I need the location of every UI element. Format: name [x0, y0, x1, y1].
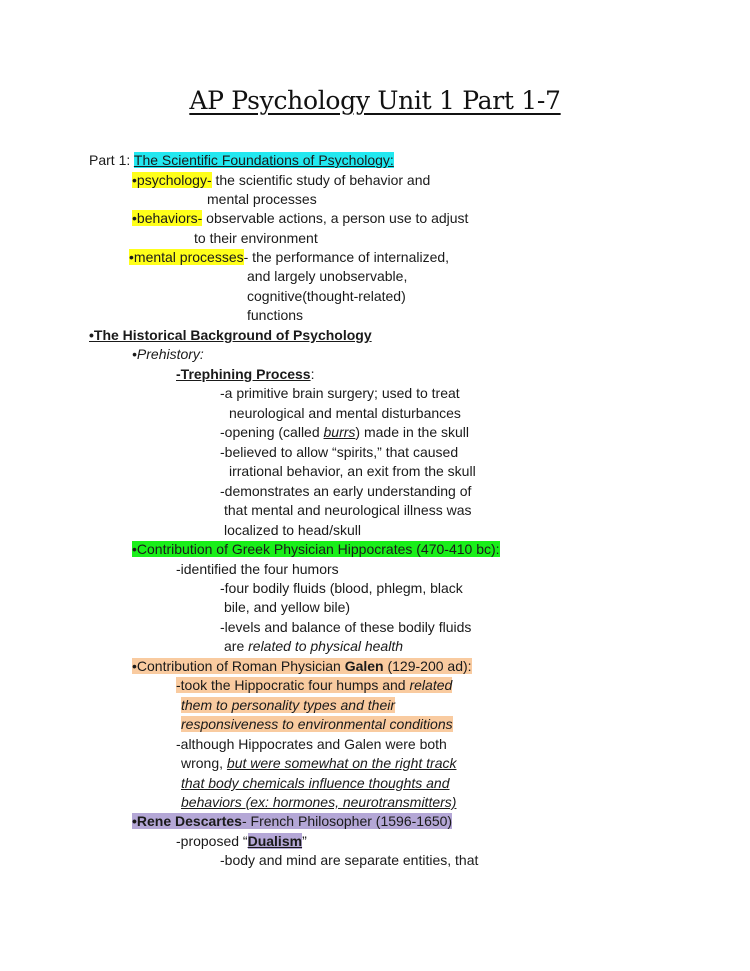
part1-heading-line — [89, 152, 394, 169]
behaviors-definition: observable actions, a person use to adjust — [202, 210, 469, 226]
burrs-term: burrs — [323, 424, 356, 440]
trephining-line-5: irrational behavior, an exit from the skull — [229, 463, 476, 479]
galen-line-6: that body chemicals influence thoughts and — [181, 775, 450, 791]
mental-processes-term: •mental processes — [129, 249, 244, 265]
trephining-line-6: -demonstrates an early understanding of — [220, 483, 472, 499]
hippocrates-line-5b: related to physical health — [248, 638, 403, 654]
galen-line-5a: wrong, — [181, 755, 227, 771]
trephining-line-3c: ) made in the skull — [355, 424, 470, 440]
hippocrates-line-5a: are — [224, 638, 249, 654]
galen-line-3 — [181, 716, 453, 733]
descartes-line-1 — [176, 833, 307, 850]
psychology-definition: the scientific study of behavior and — [211, 172, 431, 188]
descartes-heading — [132, 813, 452, 829]
page-title: AP Psychology Unit 1 Part 1-7 — [189, 86, 561, 115]
galen-line-5b: but were somewhat on the right track — [226, 755, 457, 771]
trephining-line-4: -believed to allow “spirits,” that caused — [220, 444, 459, 460]
galen-heading-a: •Contribution of Roman Physician — [132, 658, 345, 674]
behaviors-definition-cont: to their environment — [194, 230, 318, 246]
galen-line-7: behaviors (ex: hormones, neurotransmitters) — [181, 794, 457, 810]
galen-line-1 — [176, 677, 452, 694]
psychology-definition-line — [132, 172, 430, 189]
mental-processes-cont-1: and largely unobservable, — [247, 268, 408, 284]
hippocrates-heading: •Contribution of Greek Physician Hippocrates (470-410 bc): — [132, 541, 500, 557]
descartes-name: •Rene Descartes — [132, 813, 242, 829]
descartes-heading-line — [132, 813, 452, 830]
galen-line-1b: related — [409, 677, 453, 693]
galen-heading-line — [132, 658, 472, 675]
trephining-colon: : — [310, 366, 315, 382]
mental-processes-line — [129, 249, 449, 266]
trephining-line-7: that mental and neurological illness was — [224, 502, 472, 518]
psychology-definition-cont: mental processes — [207, 191, 317, 207]
part1-label: Part 1: — [89, 152, 134, 168]
trephining-line-3 — [220, 424, 469, 441]
descartes-line-2: -body and mind are separate entities, that — [220, 852, 479, 868]
prehistory-label: •Prehistory: — [132, 346, 204, 362]
behaviors-definition-line — [132, 210, 468, 227]
galen-line-4: -although Hippocrates and Galen were both — [176, 736, 447, 752]
galen-line-2 — [181, 697, 395, 714]
hippocrates-line-5 — [224, 638, 403, 655]
trephining-line-2: neurological and mental disturbances — [229, 405, 461, 421]
hippocrates-line-4: -levels and balance of these bodily fluids — [220, 619, 472, 635]
part1-heading: The Scientific Foundations of Psychology: — [133, 152, 394, 168]
mental-processes-definition: - the performance of internalized, — [243, 249, 450, 265]
mental-processes-cont-3: functions — [247, 307, 304, 323]
trephining-line-1: -a primitive brain surgery; used to treat — [220, 385, 460, 401]
historical-background-heading: •The Historical Background of Psychology — [89, 327, 372, 343]
galen-line-3-hl: responsiveness to environmental conditions — [181, 716, 453, 732]
descartes-line-1c: ” — [302, 833, 307, 849]
behaviors-term: •behaviors- — [132, 210, 203, 226]
galen-name: Galen — [344, 658, 384, 674]
psychology-term: •psychology- — [132, 172, 212, 188]
galen-line-1a: -took the Hippocratic four humps and — [176, 677, 410, 693]
trephining-heading-line — [176, 366, 314, 383]
galen-heading — [132, 658, 472, 674]
galen-line-1-hl — [176, 677, 452, 693]
dualism-term: Dualism — [247, 833, 303, 849]
descartes-heading-b: - French Philosopher (1596-1650) — [241, 813, 453, 829]
trephining-line-8: localized to head/skull — [224, 522, 361, 538]
trephining-heading: -Trephining Process — [176, 366, 311, 382]
hippocrates-heading-line — [132, 541, 500, 558]
mental-processes-cont-2: cognitive(thought-related) — [247, 288, 406, 304]
galen-line-5 — [181, 755, 456, 772]
hippocrates-line-1: -identified the four humors — [176, 561, 339, 577]
hippocrates-line-3: bile, and yellow bile) — [224, 599, 351, 615]
descartes-line-1a: -proposed “ — [176, 833, 248, 849]
trephining-line-3a: -opening (called — [220, 424, 324, 440]
galen-line-2-hl: them to personality types and their — [181, 697, 396, 713]
galen-heading-c: (129-200 ad): — [383, 658, 472, 674]
hippocrates-line-2: -four bodily fluids (blood, phlegm, black — [220, 580, 463, 596]
